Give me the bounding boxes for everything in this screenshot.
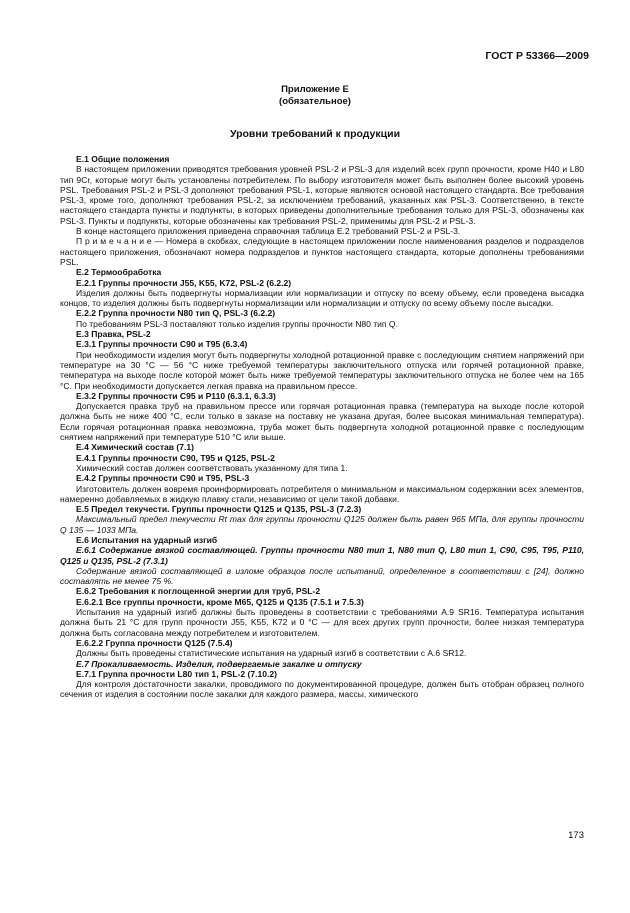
subsection-heading: Е.4 Химический состав (7.1) (76, 442, 195, 453)
subsection-heading: Е.2.1 Группы прочности J55, K55, K72, PSL-2 (6.2.2) (76, 277, 292, 288)
paragraph: Содержание вязкой составляющей в изломе образцов после испытаний, определенное в соответствии с [24], должно составлять не менее 75 %. (60, 565, 584, 587)
subsection-heading: Е.6.2 Требования к поглощенной энергии для труб, PSL-2 (76, 586, 321, 597)
subsection-heading: Е.6 Испытания на ударный изгиб (76, 534, 218, 545)
subsection-heading: Е.6.1 Содержание вязкой составляющей. Группы прочности N80 тип 1, N80 тип Q, L80 тип 1, С90, С95, Т95, Р110, Q125 и Q135, PSL-2 (7.3.1) (60, 545, 584, 566)
subsection-heading: Е.3 Правка, PSL-2 (76, 329, 151, 340)
subsection-heading: Е.5 Предел текучести. Группы прочности Q125 и Q135, PSL-3 (7.2.3) (76, 504, 362, 515)
paragraph: П р и м е ч а н и е — Номера в скобках, следующие в настоящем приложении после наименования разделов и подразделов настоящего приложения, обозначают номера подразделов и пунктов настоящего стандарта, которые дополнены требованиями PSL. (60, 236, 584, 267)
paragraph: Должны быть проведены статистические испытания на ударный изгиб в соответствии с А.6 SR12. (76, 648, 467, 659)
paragraph: Допускается правка труб на правильном прессе или горячая ротационная правка (температура на выходе после которой должна быть не ниже 400 °С, если только в заказе на поставку не указана другая, более высокая минимальная температура). Если горячая ротационная правка невозможна, труба может быть подвергнута холодной ротационной правке с последующим снятием напряжений при температуре 510 °С или выше. (60, 401, 584, 443)
paragraph: В настоящем приложении приводятся требования уровней PSL-2 и PSL-3 для изделий всех групп прочности, кроме Н40 и L80 тип 9Cr, которые могут быть установлены потребителем. По выбору изготовителя может быть выполнен более высокий уровень PSL. Требования PSL-2 и PSL-3 дополняют требования PSL-1, которые являются основой настоящего стандарта. Все требования PSL-3, кроме того, дополняют требования PSL-2, за исключением требований, указанных как PSL-3. Соответственно, в тексте настоящего стандарта пункты и подпункты, в которых приведены дополнительные требования только для PSL-3, обозначены как PSL-3. Пункты и подпункты, которые обозначены как требования PSL-2, применимы для PSL-2 и PSL-3. (60, 164, 584, 226)
section-heading: Уровни требований к продукции (229, 128, 401, 140)
body-text (60, 154, 584, 700)
subsection-heading: Е.3.1 Группы прочности С90 и Т95 (6.3.4) (76, 339, 248, 350)
subsection-heading: Е.4.1 Группы прочности С90, Т95 и Q125, PSL-2 (76, 452, 275, 463)
subsection-heading: Е.7 Прокаливаемость. Изделия, подвергаемые закалке и отпуску (76, 658, 362, 669)
subsection-heading: Е.1 Общие положения (76, 154, 170, 164)
subsection-heading: Е.6.2.1 Все группы прочности, кроме М65, Q125 и Q135 (7.5.1 и 7.5.3) (76, 596, 364, 607)
appendix-title: Приложение Е (281, 84, 349, 95)
subsection-heading: Е.2.2 Группа прочности N80 тип Q, PSL-3 (6.2.2) (76, 308, 276, 319)
paragraph: Химический состав должен соответствовать указанному для типа 1. (76, 462, 348, 473)
paragraph: Изделия должны быть подвергнуты нормализации или нормализации и отпуску по всему объему, если проведена высадка концов, то изделия должны быть подвергнуты нормализации или нормализации и отпуску по всему объему после высадки. (60, 287, 584, 309)
standard-header: ГОСТ Р 53366—2009 (485, 50, 589, 62)
paragraph: В конце настоящего приложения приведена справочная таблица Е.2 требований PSL-2 и PSL-3. (76, 226, 461, 237)
page-number: 173 (568, 830, 584, 841)
appendix-status: (обязательное) (279, 96, 351, 107)
subsection-heading: Е.2 Термообработка (76, 267, 162, 278)
subsection-heading: Е.3.2 Группы прочности С95 и Р110 (6.3.1, 6.3.3) (76, 390, 276, 401)
subsection-heading: Е.7.1 Группа прочности L80 тип 1, PSL-2 (7.10.2) (76, 668, 277, 679)
paragraph: Испытания на ударный изгиб должны быть проведены в соответствии с требованиями А.9 SR16. Температура испытания должна быть 21 °С для групп прочности J55, K55, K72 и 0 °С — для всех других групп прочности, более низкая температура должна быть согласована между потребителем и изготовителем. (60, 607, 584, 638)
paragraph: Изготовитель должен вовремя проинформировать потребителя о минимальном и максимальном содержании всех элементов, намеренно добавляемых в жидкую плавку стали, независимо от цели такой добавки. (60, 483, 584, 504)
subsection-heading: Е.4.2 Группы прочности С90 и Т95, PSL-3 (76, 473, 250, 484)
paragraph: При необходимости изделия могут быть подвергнуты холодной ротационной правке с последующим снятием напряжений при температуре на 30 °С — 56 °С ниже требуемой температуры заключительного отпуска или горячей ротационной правке, температура на выходе после которой может быть ниже требуемой температуры заключительного отпуска не более чем на 165 °С. При необходимости допускается легкая правка на правильном прессе. (60, 349, 584, 391)
paragraph: Максимальный предел текучести Rt max для группы прочности Q125 должен быть равен 965 МПа, для группы прочности Q 135 — 1033 МПа. (60, 514, 584, 535)
paragraph: Для контроля достаточности закалки, проводимого по документированной процедуре, должен быть отобран образец полного сечения от изделия в состоянии после закалки для каждого размера, массы, химического (60, 679, 584, 700)
subsection-heading: Е.6.2.2 Группа прочности Q125 (7.5.4) (76, 637, 233, 648)
paragraph: По требованиям PSL-3 поставляют только изделия группы прочности N80 тип Q. (76, 318, 398, 329)
